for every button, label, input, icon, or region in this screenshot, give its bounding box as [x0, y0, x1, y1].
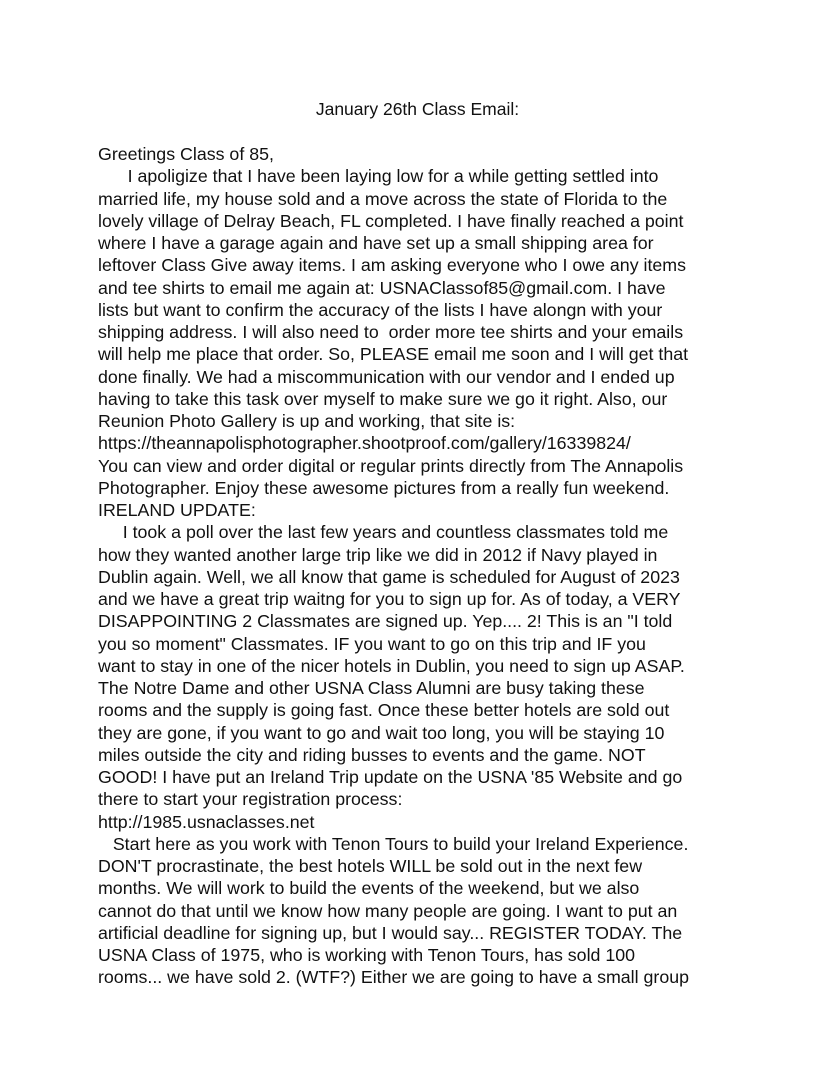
- body-line: leftover Class Give away items. I am asking everyone who I owe any items: [98, 255, 687, 276]
- body-line: DISAPPOINTING 2 Classmates are signed up. Yep.... 2! This is an "I told: [98, 611, 673, 632]
- body-line: Dublin again. Well, we all know that game is scheduled for August of 2023: [98, 566, 680, 587]
- body-line: I took a poll over the last few years and countless classmates told me: [98, 522, 669, 543]
- body-line: artificial deadline for signing up, but I would say... REGISTER TODAY. The: [98, 922, 683, 943]
- body-line: months. We will work to build the events of the weekend, but we also: [98, 878, 640, 899]
- body-line: lists but want to confirm the accuracy of the lists I have alongn with your: [98, 299, 663, 320]
- body-line: and we have a great trip waitng for you to sign up for. As of today, a VERY: [98, 589, 681, 609]
- body-line: shipping address. I will also need to order more tee shirts and your emails: [98, 322, 684, 342]
- body-line: DON'T procrastinate, the best hotels WILL be sold out in the next few: [98, 856, 643, 876]
- body-line: Photographer. Enjoy these awesome pictures from a really fun weekend.: [98, 477, 670, 498]
- section-heading: IRELAND UPDATE:: [98, 500, 256, 520]
- body-line: Greetings Class of 85,: [98, 144, 274, 164]
- body-line: and tee shirts to email me again at: USNAClassof85@gmail.com. I have: [98, 277, 666, 298]
- body-line: lovely village of Delray Beach, FL completed. I have finally reached a point: [98, 210, 684, 231]
- body-line: having to take this task over myself to make sure we go it right. Also, our: [98, 388, 668, 409]
- body-line: Reunion Photo Gallery is up and working, that site is:: [98, 411, 516, 431]
- website-link[interactable]: http://1985.usnaclasses.net: [98, 811, 315, 832]
- body-line: want to stay in one of the nicer hotels in Dublin, you need to sign up ASAP.: [98, 655, 685, 676]
- body-line: GOOD! I have put an Ireland Trip update on the USNA '85 Website and go: [98, 767, 683, 787]
- body-line: You can view and order digital or regular prints directly from The Annapolis: [98, 455, 684, 476]
- document-title: January 26th Class Email:: [315, 99, 520, 119]
- body-line: The Notre Dame and other USNA Class Alumni are busy taking these: [98, 678, 645, 698]
- body-line: rooms and the supply is going fast. Once these better hotels are sold out: [98, 700, 670, 721]
- body-line: there to start your registration process:: [98, 789, 403, 810]
- body-line: how they wanted another large trip like we did in 2012 if Navy played in: [98, 544, 658, 565]
- gallery-link[interactable]: https://theannapolisphotographer.shootproof.com/gallery/16339824/: [98, 433, 631, 454]
- body-line: you so moment" Classmates. IF you want to go on this trip and IF you: [98, 633, 646, 654]
- body-line: rooms... we have sold 2. (WTF?) Either we are going to have a small group: [98, 967, 689, 988]
- body-line: they are gone, if you want to go and wait too long, you will be staying 10: [98, 722, 665, 743]
- body-line: done finally. We had a miscommunication with our vendor and I ended up: [98, 366, 675, 387]
- body-line: USNA Class of 1975, who is working with Tenon Tours, has sold 100: [98, 945, 636, 965]
- email-body: [98, 143, 818, 989]
- body-line: miles outside the city and riding busses to events and the game. NOT: [98, 744, 646, 765]
- body-line: will help me place that order. So, PLEASE email me soon and I will get that: [98, 344, 689, 365]
- body-line: Start here as you work with Tenon Tours to build your Ireland Experience.: [98, 833, 689, 854]
- body-line: I apoligize that I have been laying low for a while getting settled into: [98, 166, 659, 187]
- body-line: married life, my house sold and a move across the state of Florida to the: [98, 188, 668, 209]
- body-line: cannot do that until we know how many people are going. I want to put an: [98, 900, 678, 921]
- body-line: where I have a garage again and have set up a small shipping area for: [98, 233, 654, 253]
